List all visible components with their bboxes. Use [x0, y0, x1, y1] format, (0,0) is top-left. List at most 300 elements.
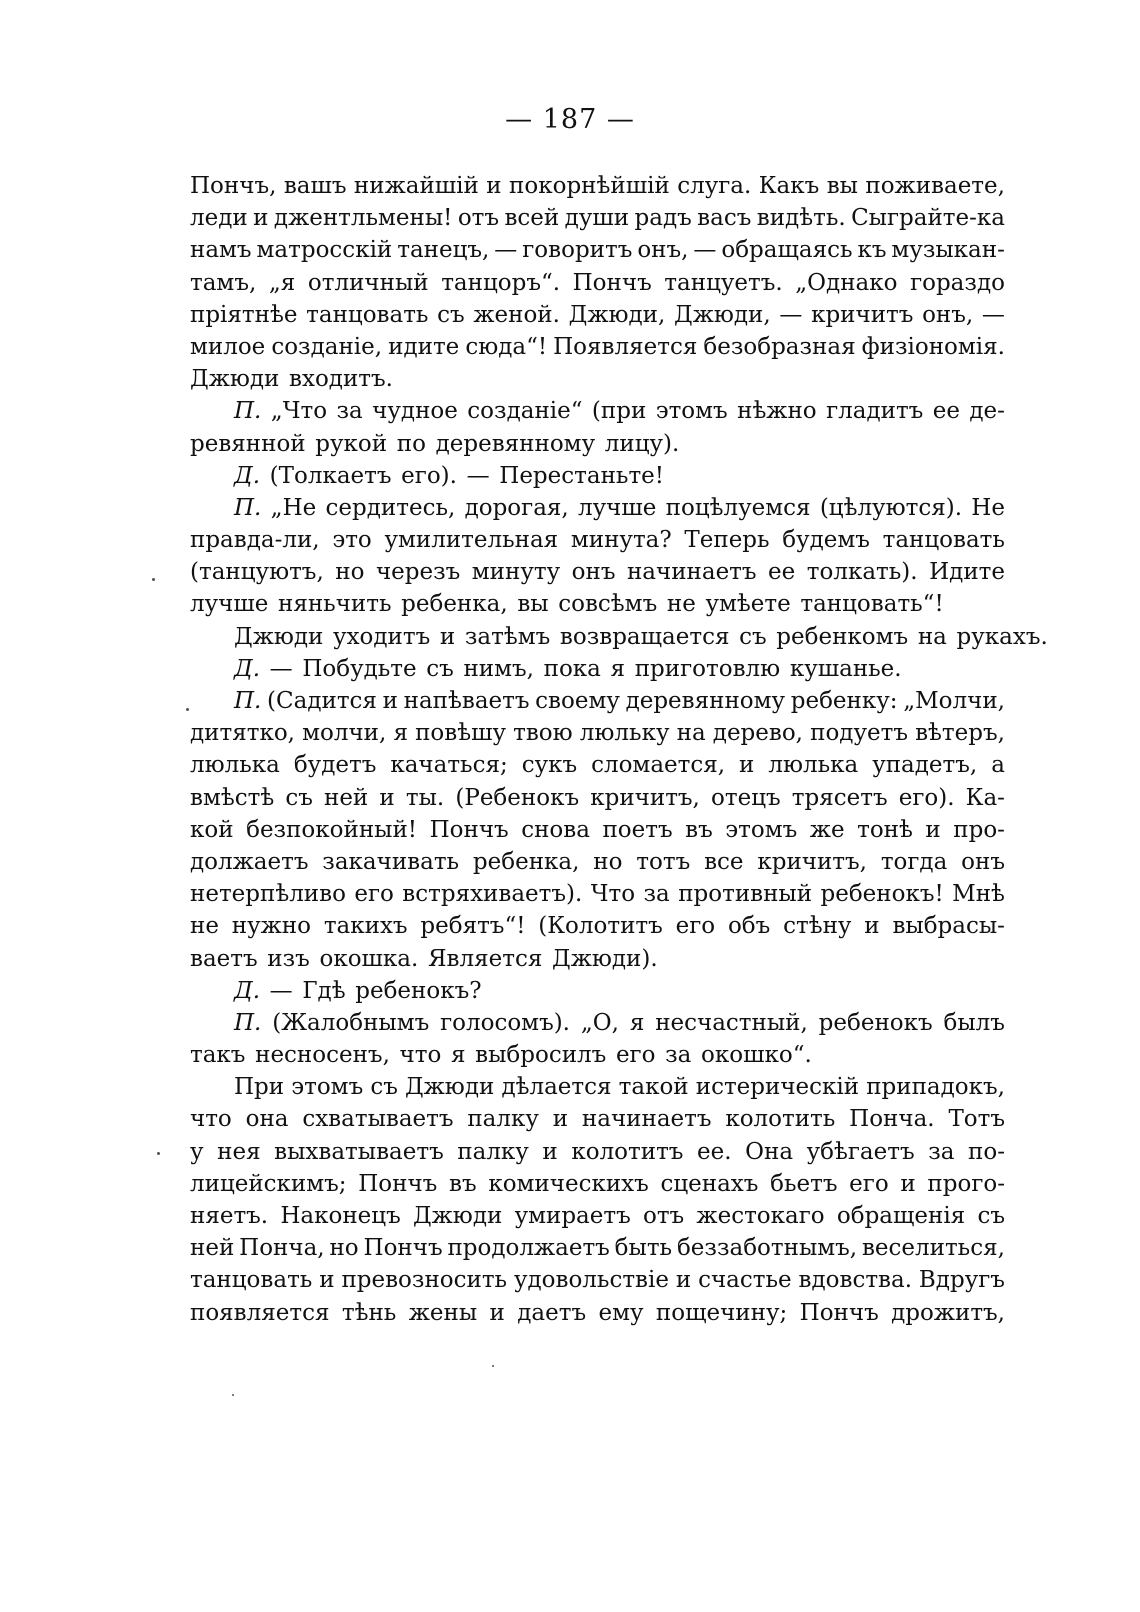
word: поцѣлуемся: [665, 494, 811, 521]
word: дитятко,: [190, 720, 295, 747]
word: кричитъ,: [590, 784, 700, 811]
word: дрожитъ,: [891, 1299, 1005, 1326]
word: деревянному: [625, 688, 786, 714]
text-line: [190, 1232, 1005, 1264]
word: трясетъ: [791, 784, 888, 811]
word: пока: [543, 655, 601, 682]
word: ребенокъ!: [820, 881, 944, 908]
word: дорогая,: [464, 494, 569, 521]
word: намъ: [190, 237, 252, 264]
word: Идите: [929, 559, 1005, 586]
word: танцоръ“.: [441, 269, 561, 296]
word: Она: [745, 1138, 794, 1165]
word: идите: [388, 333, 460, 360]
word: Джюди,: [568, 301, 666, 328]
text-line: [190, 202, 1005, 234]
word: ваетъ: [190, 945, 258, 972]
word: ней: [190, 1235, 235, 1262]
word: ее: [932, 398, 960, 425]
text-line: [190, 782, 1005, 814]
word: съ: [977, 1203, 1005, 1229]
word: женой.: [473, 301, 560, 328]
word: и: [925, 816, 941, 843]
speaker-label: П.: [234, 1009, 262, 1036]
word: и: [382, 688, 398, 714]
word: ребенка,: [401, 591, 508, 618]
word: Пончъ,: [190, 173, 277, 199]
word: матросскій: [256, 237, 393, 264]
word: и: [489, 1299, 505, 1326]
word: продолжаетъ: [447, 1235, 610, 1262]
word: безпокойный!: [246, 816, 418, 843]
text-line: [190, 556, 1005, 588]
word: она: [245, 1106, 289, 1133]
text-line: [190, 749, 1005, 781]
word: деревянному: [435, 430, 596, 457]
word: видѣть.: [756, 205, 846, 232]
word: лучше: [578, 494, 657, 521]
word: я: [450, 1042, 466, 1069]
word: Является: [427, 945, 543, 972]
word: Мнѣ: [952, 881, 1005, 908]
word: ней: [323, 784, 369, 811]
word: Пончъ: [429, 816, 509, 843]
word: появляется: [190, 1299, 330, 1326]
word: тогда: [880, 848, 948, 875]
word: покорнѣйшій: [509, 173, 670, 199]
text-line: [190, 524, 1005, 556]
word: ребятъ“!: [420, 913, 526, 940]
word: Джюди,: [674, 301, 771, 328]
text-line: [190, 717, 1005, 749]
word: бьетъ: [770, 1170, 838, 1197]
word: правда-ли,: [190, 527, 320, 554]
word: молчи,: [302, 720, 387, 747]
word: вѣтеръ,: [915, 720, 1005, 747]
word: Понча,: [239, 1235, 325, 1262]
scan-speck: [157, 1152, 160, 1155]
text-line: [190, 492, 1005, 524]
word: затѣмъ: [464, 623, 551, 650]
word: превозносить: [341, 1267, 508, 1294]
word: съ: [437, 301, 465, 328]
word: (цѣлуются).: [819, 494, 963, 521]
word: кричитъ,: [757, 848, 867, 875]
word: же: [809, 816, 845, 843]
word: прого-: [927, 1170, 1005, 1197]
word: При: [234, 1074, 285, 1101]
text-line: [190, 395, 1005, 427]
word: я: [629, 1009, 645, 1036]
word: и: [900, 1170, 916, 1197]
word: ребенка,: [472, 848, 580, 875]
word: дерево,: [712, 720, 803, 747]
word: ревянной: [190, 430, 306, 457]
word: за: [336, 398, 363, 425]
text-line: [190, 363, 1005, 395]
word: нижайшій: [353, 173, 479, 199]
word: по: [396, 430, 426, 457]
word: ее.: [697, 1138, 732, 1165]
word: голосомъ).: [440, 1009, 570, 1036]
word: ты.: [405, 784, 445, 811]
word: няньчить: [278, 591, 392, 618]
word: рукахъ.: [956, 623, 1048, 650]
text-line: [190, 1200, 1005, 1232]
word: леди: [190, 205, 248, 232]
word: Джюди: [404, 1074, 495, 1101]
word: люлька: [190, 752, 280, 779]
word: истерическій: [695, 1074, 860, 1101]
word: сукъ: [521, 752, 578, 779]
word: его).: [401, 462, 457, 489]
word: твою: [513, 720, 573, 747]
word: съ: [426, 655, 454, 682]
word: Побудьте: [302, 655, 417, 682]
word: упадетъ,: [872, 752, 978, 779]
word: обращенія: [836, 1203, 966, 1229]
word: говоритъ: [522, 237, 633, 264]
word: (Толкаетъ: [269, 462, 392, 489]
word: Понча.: [849, 1106, 935, 1133]
word: ребенкомъ: [776, 623, 909, 650]
word: качаться;: [390, 752, 508, 779]
word: —: [981, 301, 1005, 328]
word: ребенокъ: [818, 1009, 933, 1036]
word: отъ: [457, 205, 500, 232]
word: за: [928, 1138, 955, 1165]
word: и: [439, 623, 456, 650]
word: танцовать“!: [800, 591, 944, 618]
word: Пончъ: [572, 269, 652, 296]
word: на: [676, 720, 706, 747]
word: —: [693, 237, 717, 264]
word: будетъ: [293, 752, 377, 779]
word: къ: [857, 237, 887, 264]
word: этомъ: [291, 1074, 364, 1101]
word: такихъ: [323, 913, 408, 940]
word: несчастный,: [655, 1009, 808, 1036]
word: чудное: [372, 398, 458, 425]
word: обращаясь: [721, 237, 853, 264]
word: толкать).: [806, 559, 918, 586]
word: это: [332, 527, 372, 554]
word: Пончъ: [363, 1235, 443, 1262]
speaker-label: Д.: [234, 462, 261, 489]
word: „Не: [270, 494, 317, 521]
word: но: [329, 1235, 359, 1262]
word: припадокъ,: [866, 1074, 1005, 1101]
word: умилительная: [384, 527, 559, 554]
word: люлька: [768, 752, 859, 779]
word: лицейскимъ;: [190, 1170, 347, 1197]
word: и: [552, 1106, 569, 1133]
word: въ: [685, 816, 713, 843]
word: на: [917, 623, 947, 650]
word: палку: [457, 1138, 529, 1165]
word: физіономія.: [861, 333, 1005, 360]
word: всей: [504, 205, 560, 232]
word: и: [486, 173, 502, 199]
word: напѣваетъ: [403, 688, 530, 714]
word: такой: [618, 1074, 689, 1101]
word: Сыграйте-ка: [851, 205, 1005, 232]
text-line: [190, 685, 1005, 717]
word: ему: [598, 1299, 644, 1326]
word: нѣжно: [737, 398, 817, 425]
word: гораздо: [910, 269, 1005, 296]
text-line: [190, 267, 1005, 299]
word: онъ: [961, 848, 1005, 875]
text-line: [190, 621, 1048, 653]
text-line: [190, 846, 1005, 878]
text-line: [190, 299, 1005, 331]
word: несносенъ,: [255, 1042, 390, 1069]
word: лучше: [190, 591, 269, 618]
word: минуту: [471, 559, 561, 586]
word: танцуетъ.: [664, 269, 783, 296]
word: —: [779, 301, 803, 328]
word: и: [542, 1138, 558, 1165]
word: джентльмены!: [273, 205, 453, 232]
word: стѣну: [783, 913, 852, 940]
word: его).: [898, 784, 955, 811]
word: начинаетъ: [581, 1106, 712, 1133]
word: —: [269, 977, 293, 1004]
word: но: [335, 559, 365, 586]
word: снова: [521, 816, 590, 843]
word: изъ: [267, 945, 310, 972]
text-line: [190, 234, 1005, 266]
word: отличный: [307, 269, 429, 296]
word: рукой: [315, 430, 388, 457]
word: умѣете: [705, 591, 791, 618]
word: Гдѣ: [302, 977, 346, 1004]
word: повѣшу: [415, 720, 506, 747]
text-line: [190, 1264, 1005, 1296]
word: Вдругъ: [918, 1267, 1005, 1294]
text-line: [190, 1103, 1005, 1135]
word: (Жалобнымъ: [272, 1009, 430, 1036]
word: сюда“!: [465, 333, 548, 360]
speaker-label: П.: [234, 494, 262, 521]
word: и: [379, 784, 395, 811]
word: комическихъ: [488, 1170, 649, 1197]
word: жестокаго: [696, 1203, 825, 1229]
word: его: [354, 881, 394, 908]
word: танецъ,: [397, 237, 490, 264]
word: умираетъ: [514, 1203, 631, 1229]
text-line: [190, 1039, 1005, 1071]
word: васъ: [697, 205, 752, 232]
word: и: [253, 205, 269, 232]
speaker-label: Д.: [234, 655, 261, 682]
word: закачивать: [322, 848, 460, 875]
word: нетерпѣливо: [190, 881, 346, 908]
word: гладитъ: [826, 398, 924, 425]
word: души: [564, 205, 630, 232]
word: Наконецъ: [280, 1203, 401, 1229]
word: Перестаньте!: [499, 462, 665, 489]
word: и: [675, 1267, 692, 1294]
word: что: [190, 1106, 232, 1133]
word: поетъ: [602, 816, 673, 843]
word: такъ: [190, 1042, 246, 1069]
word: сценахъ: [660, 1170, 759, 1197]
word: все: [704, 848, 744, 875]
word: Какъ: [758, 173, 820, 199]
word: нужно: [231, 913, 311, 940]
text-line: [190, 1007, 1005, 1039]
word: тотъ: [636, 848, 691, 875]
word: совсѣмъ: [558, 591, 658, 618]
word: входитъ.: [289, 366, 393, 393]
speaker-label: П.: [234, 398, 262, 425]
word: радъ: [634, 205, 692, 232]
text-line: [190, 1168, 1005, 1200]
word: и: [864, 913, 880, 940]
word: пріятнѣе: [190, 301, 298, 328]
word: „Однако: [795, 269, 898, 296]
word: танцовать: [306, 301, 429, 328]
word: должаетъ: [190, 848, 309, 875]
word: Пончъ: [358, 1170, 438, 1197]
word: слуга.: [677, 173, 752, 199]
text-line: [190, 1297, 1005, 1329]
word: окошко“.: [701, 1042, 812, 1069]
word: удовольствіе: [513, 1267, 669, 1294]
word: вмѣстѣ: [190, 784, 275, 811]
word: Что: [590, 881, 636, 908]
word: пощечину;: [655, 1299, 788, 1326]
word: ее: [768, 559, 796, 586]
scan-speck: [492, 1365, 494, 1367]
text-line: [190, 170, 1005, 202]
word: онъ,: [637, 237, 689, 264]
word: отецъ: [711, 784, 781, 811]
word: не: [190, 913, 219, 940]
word: (Садится: [267, 688, 377, 714]
word: музыкан-: [891, 237, 1005, 264]
body-text: [190, 170, 1048, 1329]
word: тонѣ: [857, 816, 913, 843]
word: даетъ: [517, 1299, 587, 1326]
word: по-: [968, 1138, 1005, 1165]
word: окошка.: [319, 945, 419, 972]
text-line: [190, 428, 1005, 460]
word: противный: [678, 881, 813, 908]
word: а: [991, 752, 1005, 779]
word: Джюди: [412, 1203, 503, 1229]
word: съ: [285, 784, 313, 811]
word: Пончъ: [799, 1299, 879, 1326]
word: няетъ.: [190, 1203, 269, 1229]
word: „я: [268, 269, 296, 296]
word: выхватываетъ: [274, 1138, 444, 1165]
word: начинаетъ: [626, 559, 757, 586]
word: нея: [217, 1138, 261, 1165]
word: и: [739, 752, 755, 779]
word: минута?: [570, 527, 672, 554]
word: кой: [190, 816, 234, 843]
word: съ: [739, 623, 767, 650]
word: этомъ: [655, 398, 728, 425]
word: тѣнь: [341, 1299, 397, 1326]
word: за: [643, 881, 670, 908]
word: черезъ: [375, 559, 461, 586]
word: убѣгаетъ: [806, 1138, 915, 1165]
word: будемъ: [782, 527, 870, 554]
word: про-: [953, 816, 1005, 843]
speaker-label: Д.: [234, 977, 261, 1004]
word: (Колотитъ: [538, 913, 663, 940]
word: вы: [826, 173, 858, 199]
word: ребенку:: [790, 688, 898, 714]
word: „Молчи,: [903, 688, 1005, 714]
word: колотитъ: [571, 1138, 684, 1165]
word: былъ: [943, 1009, 1005, 1036]
word: (Ребенокъ: [455, 784, 580, 811]
word: и: [319, 1267, 335, 1294]
word: „О,: [580, 1009, 619, 1036]
word: но: [593, 848, 623, 875]
word: милое: [190, 333, 266, 360]
word: Джюди: [234, 623, 324, 650]
text-line: [190, 653, 1005, 685]
word: ребенокъ?: [355, 977, 482, 1004]
word: его: [615, 1042, 656, 1069]
word: Ка-: [965, 784, 1005, 811]
page-number: — 187 —: [505, 104, 635, 135]
word: что: [399, 1042, 442, 1069]
scan-speck: [232, 1394, 234, 1396]
word: сломается,: [591, 752, 726, 779]
word: жены: [408, 1299, 478, 1326]
word: сердитесь,: [325, 494, 456, 521]
word: подуетъ: [810, 720, 908, 747]
word: нимъ,: [463, 655, 534, 682]
text-line: [190, 975, 1005, 1007]
word: счастье: [698, 1267, 792, 1294]
word: танцовать: [190, 1267, 313, 1294]
word: безобразная: [703, 333, 856, 360]
word: возвращается: [559, 623, 730, 650]
word: де-: [969, 398, 1005, 425]
word: схватываетъ: [302, 1106, 454, 1133]
word: танцовать: [882, 527, 1005, 554]
word: Не: [971, 494, 1005, 521]
word: Теперь: [684, 527, 770, 554]
word: этомъ: [725, 816, 798, 843]
word: выбросилъ: [475, 1042, 607, 1069]
word: выбрасы-: [892, 913, 1005, 940]
word: веселиться,: [861, 1235, 1005, 1262]
word: объ: [727, 913, 771, 940]
word: дѣлается: [501, 1074, 612, 1101]
word: (при: [591, 398, 647, 425]
word: кричитъ: [811, 301, 914, 328]
word: быть: [614, 1235, 673, 1262]
word: Джюди).: [552, 945, 658, 972]
word: —: [494, 237, 518, 264]
word: его: [675, 913, 716, 940]
word: съ: [370, 1074, 398, 1101]
word: —: [269, 655, 293, 682]
text-line: [190, 460, 1005, 492]
word: приготовлю: [634, 655, 781, 682]
word: за: [665, 1042, 692, 1069]
word: Появляется: [553, 333, 698, 360]
